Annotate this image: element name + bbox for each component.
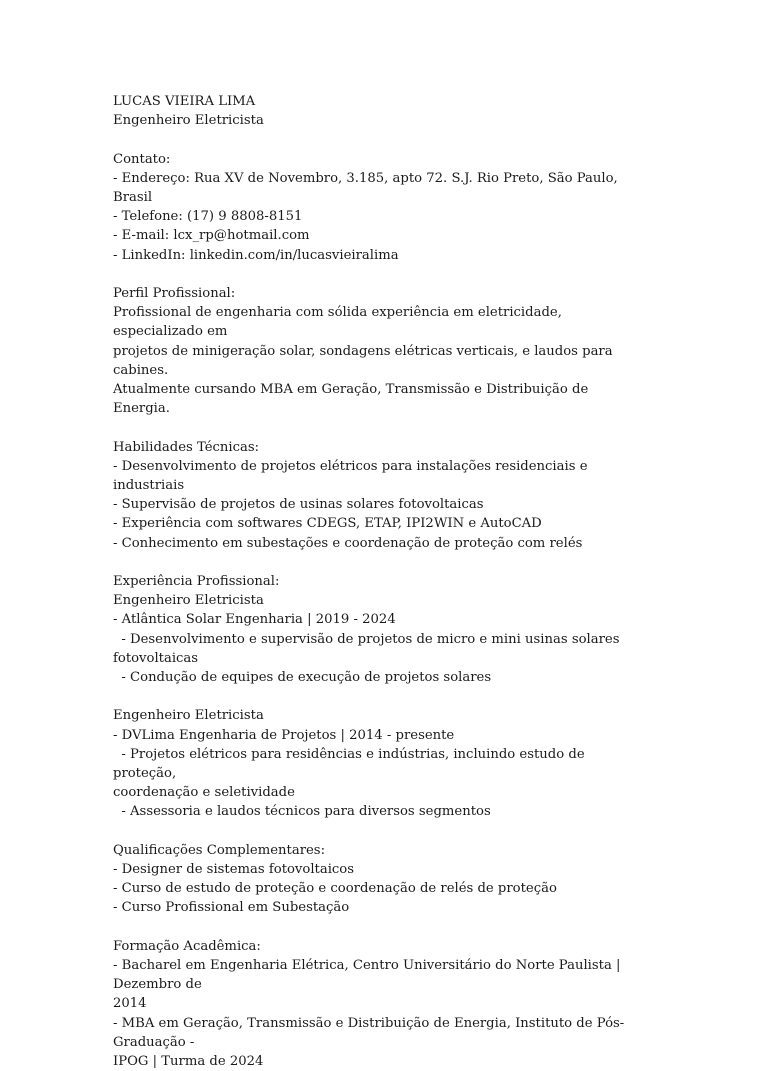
profile-line: Profissional de engenharia com sólida experiência em eletricidade, especializado em xyxy=(113,305,567,340)
qualification-item: - Curso Profissional em Subestação xyxy=(113,900,350,916)
contact-heading: Contato: xyxy=(113,151,171,167)
contact-phone: - Telefone: (17) 9 8808-8151 xyxy=(113,209,303,225)
spacer xyxy=(113,918,643,937)
qualification-item: - Curso de estudo de proteção e coordenação de relés de proteção xyxy=(113,881,557,897)
contact-email: - E-mail: lcx_rp@hotmail.com xyxy=(113,228,310,244)
skills-heading: Habilidades Técnicas: xyxy=(113,439,260,455)
job-company: - DVLima Engenharia de Projetos | 2014 - presente xyxy=(113,727,455,743)
job-title: Engenheiro Eletricista xyxy=(113,593,264,609)
resume-document xyxy=(113,92,643,1071)
job-detail: - Projetos elétricos para residências e indústrias, incluindo estudo de proteção, xyxy=(113,746,589,782)
education-item: 2014 xyxy=(113,996,147,1012)
qualifications-section xyxy=(113,841,643,918)
profile-line: projetos de minigeração solar, sondagens elétricas verticais, e laudos para cabines. xyxy=(113,343,617,378)
job-detail: - Desenvolvimento e supervisão de projetos de micro e mini usinas solares fotovoltaicas xyxy=(113,631,624,666)
skill-item: - Supervisão de projetos de usinas solares fotovoltaicas xyxy=(113,497,484,513)
spacer xyxy=(113,687,643,706)
spacer xyxy=(113,130,643,149)
education-item: IPOG | Turma de 2024 xyxy=(113,1054,264,1070)
profile-section xyxy=(113,284,643,418)
qualification-item: - Designer de sistemas fotovoltaicos xyxy=(113,862,355,878)
spacer xyxy=(113,822,643,841)
resume-header xyxy=(113,92,643,130)
skills-section xyxy=(113,438,643,553)
spacer xyxy=(113,418,643,437)
candidate-role: Engenheiro Eletricista xyxy=(113,113,264,129)
contact-section xyxy=(113,150,643,265)
contact-linkedin: - LinkedIn: linkedin.com/in/lucasvieiralima xyxy=(113,247,399,263)
experience-section xyxy=(113,572,643,822)
skill-item: - Experiência com softwares CDEGS, ETAP, IPI2WIN e AutoCAD xyxy=(113,516,542,532)
spacer xyxy=(113,265,643,284)
contact-address: - Endereço: Rua XV de Novembro, 3.185, apto 72. S.J. Rio Preto, São Paulo, Brasil xyxy=(113,170,622,205)
skill-item: - Desenvolvimento de projetos elétricos para instalações residenciais e industriais xyxy=(113,458,592,494)
education-section xyxy=(113,937,643,1071)
qualifications-heading: Qualificações Complementares: xyxy=(113,842,326,858)
spacer xyxy=(113,553,643,572)
experience-heading: Experiência Profissional: xyxy=(113,574,280,590)
skill-item: - Conhecimento em subestações e coordenação de proteção com relés xyxy=(113,535,583,551)
candidate-name: LUCAS VIEIRA LIMA xyxy=(113,94,256,109)
job-detail: coordenação e seletividade xyxy=(113,785,295,801)
job-detail: - Assessoria e laudos técnicos para diversos segmentos xyxy=(113,804,491,820)
education-heading: Formação Acadêmica: xyxy=(113,938,261,954)
job-detail: - Condução de equipes de execução de projetos solares xyxy=(113,670,492,686)
profile-heading: Perfil Profissional: xyxy=(113,286,236,301)
education-item: - Bacharel em Engenharia Elétrica, Centro Universitário do Norte Paulista | Dezembro de xyxy=(113,958,625,993)
profile-line: Atualmente cursando MBA em Geração, Transmissão e Distribuição de Energia. xyxy=(113,382,593,417)
education-item: - MBA em Geração, Transmissão e Distribuição de Energia, Instituto de Pós-Graduação - xyxy=(113,1015,625,1050)
job-company: - Atlântica Solar Engenharia | 2019 - 2024 xyxy=(113,612,396,628)
job-title: Engenheiro Eletricista xyxy=(113,708,264,724)
